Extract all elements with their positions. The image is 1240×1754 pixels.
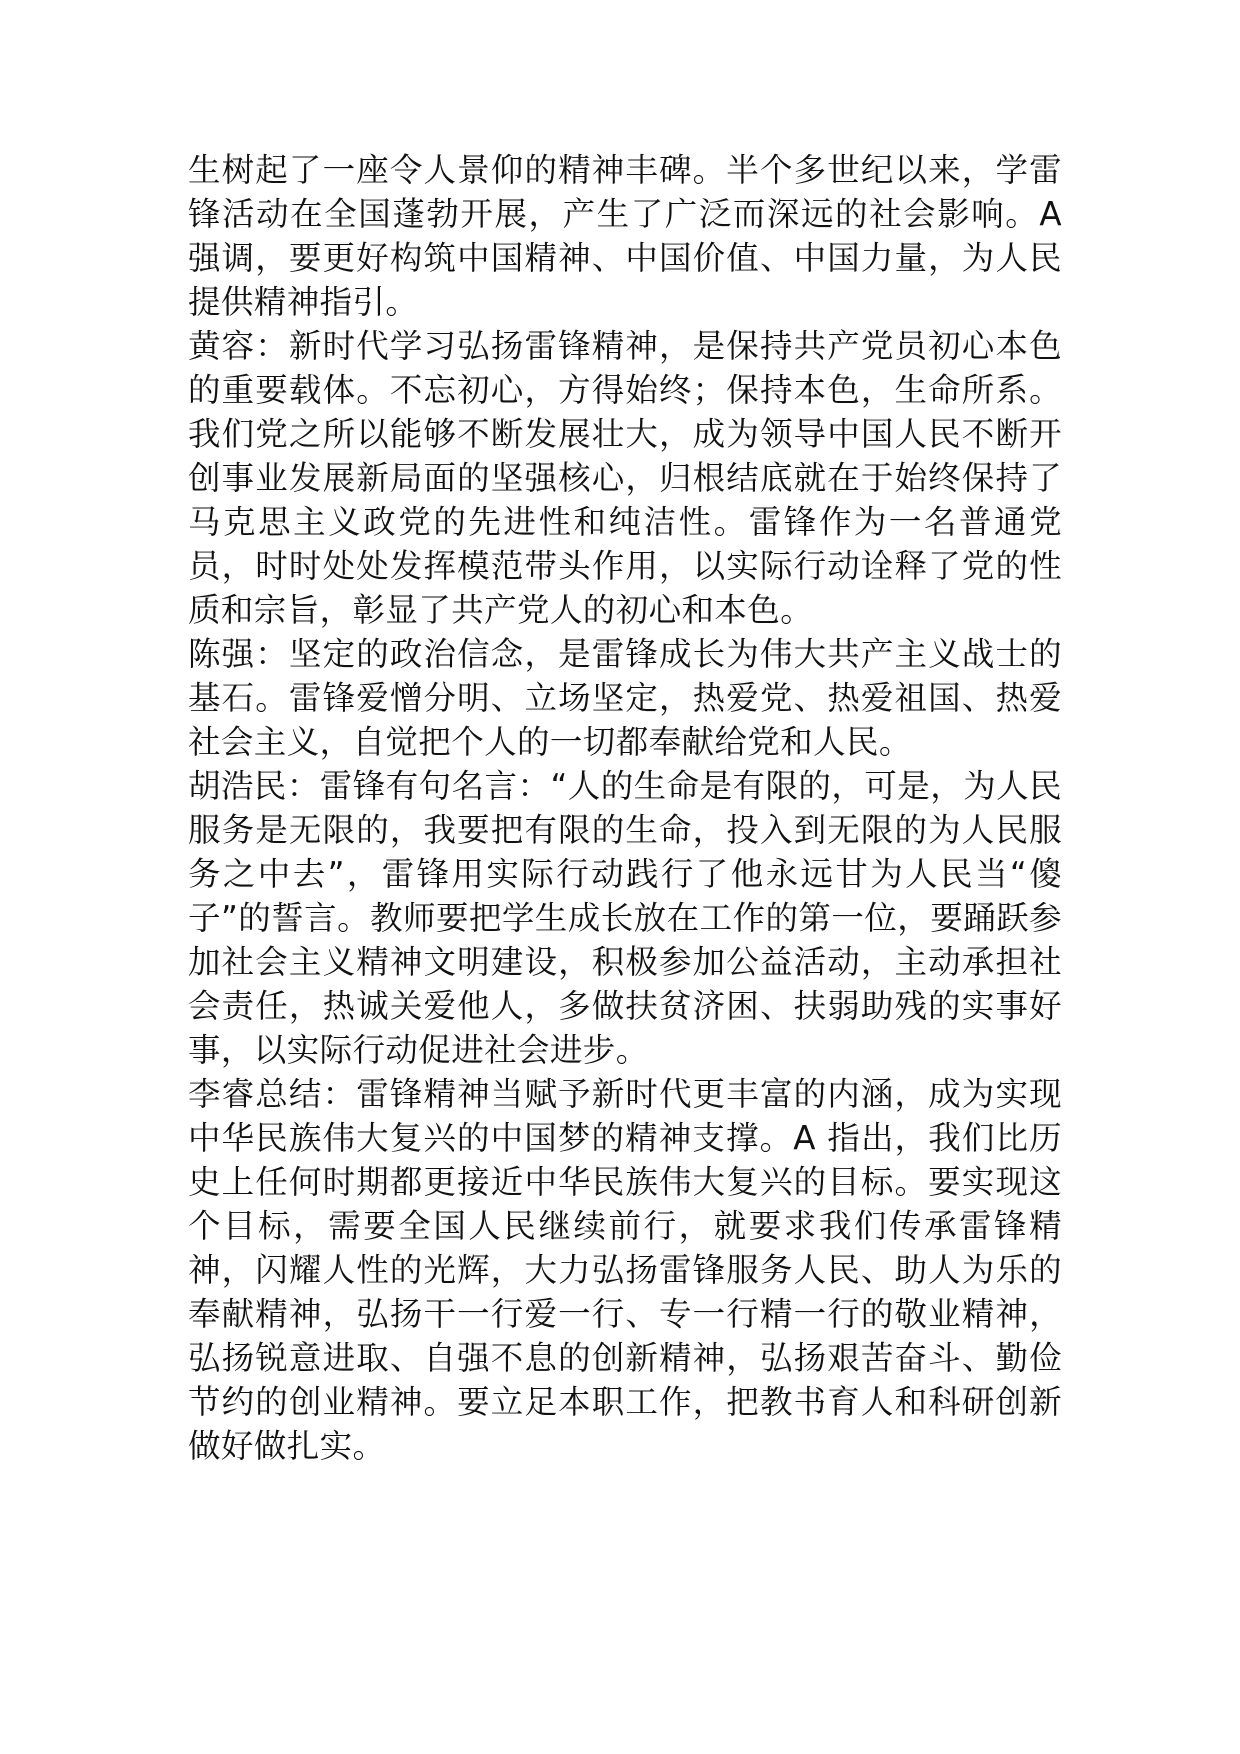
paragraph-chen-qiang: 陈强：坚定的政治信念，是雷锋成长为伟大共产主义战士的基石。雷锋爱憎分明、立场坚定，热爱党、热爱祖国、热爱社会主义，自觉把个人的一切都奉献给党和人民。 <box>188 635 1062 761</box>
paragraph-li-rui-summary: 李睿总结：雷锋精神当赋予新时代更丰富的内涵，成为实现中华民族伟大复兴的中国梦的精神支撑。A 指出，我们比历史上任何时期都更接近中华民族伟大复兴的目标。要实现这个目标，需要全国人民继续前行，就要求我们传承雷锋精神，闪耀人性的光辉，大力弘扬雷锋服务人民、助人为乐的奉献精神，弘扬干一行爱一行、专一行精一行的敬业精神，弘扬锐意进取、自强不息的创新精神，弘扬艰苦奋斗、勤俭节约的创业精神。要立足本职工作，把教书育人和科研创新做好做扎实。 <box>188 1075 1062 1465</box>
paragraph-huang-rong: 黄容：新时代学习弘扬雷锋精神，是保持共产党员初心本色的重要载体。不忘初心，方得始终；保持本色，生命所系。我们党之所以能够不断发展壮大，成为领导中国人民不断开创事业发展新局面的坚强核心，归根结底就在于始终保持了马克思主义政党的先进性和纯洁性。雷锋作为一名普通党员，时时处处发挥模范带头作用，以实际行动诠释了党的性质和宗旨，彰显了共产党人的初心和本色。 <box>188 327 1062 629</box>
document-body <box>188 148 1062 1468</box>
paragraph-intro: 生树起了一座令人景仰的精神丰碑。半个多世纪以来，学雷锋活动在全国蓬勃开展，产生了广泛而深远的社会影响。A 强调，要更好构筑中国精神、中国价值、中国力量，为人民提供精神指引。 <box>188 151 1062 321</box>
paragraph-hu-haomin: 胡浩民：雷锋有句名言：“人的生命是有限的，可是，为人民服务是无限的，我要把有限的生命，投入到无限的为人民服务之中去”，雷锋用实际行动践行了他永远甘为人民当“傻子”的誓言。教师要把学生成长放在工作的第一位，要踊跃参加社会主义精神文明建设，积极参加公益活动，主动承担社会责任，热诚关爱他人，多做扶贫济困、扶弱助残的实事好事，以实际行动促进社会进步。 <box>188 767 1062 1069</box>
